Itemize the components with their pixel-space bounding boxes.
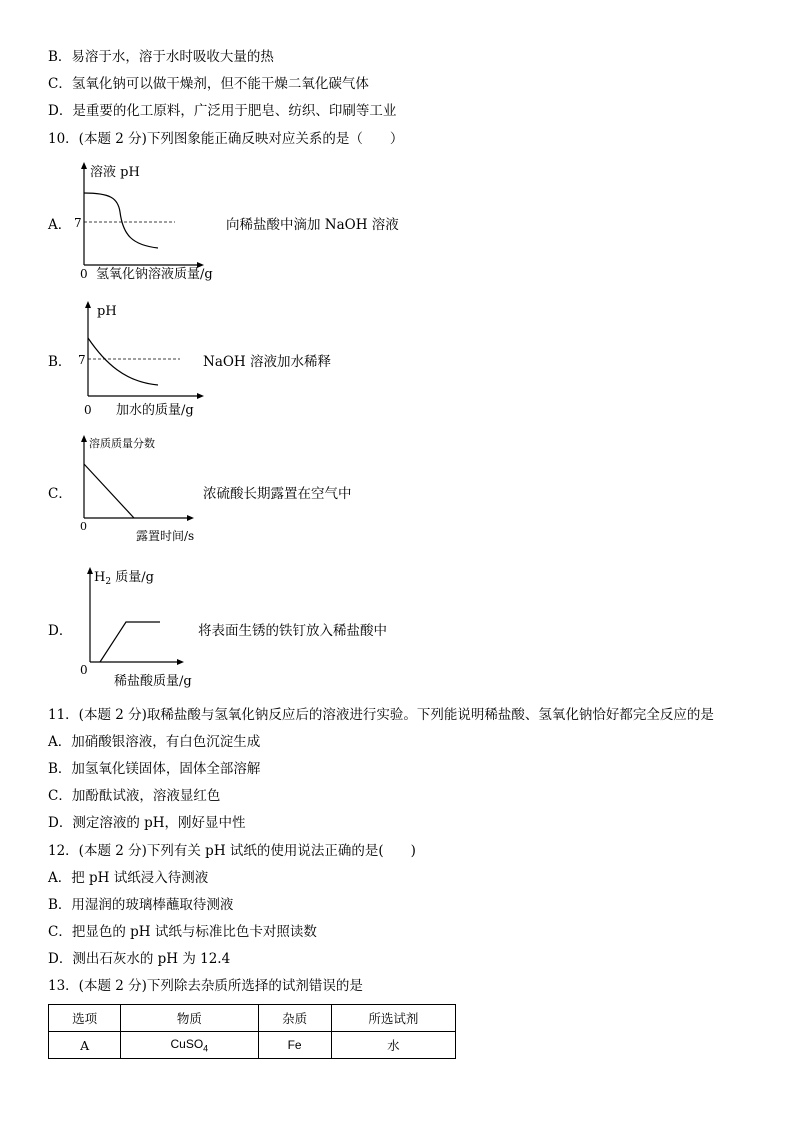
q11-option-a: A．加硝酸银溶液，有白色沉淀生成 — [48, 734, 261, 750]
question-12-stem: 12．(本题 2 分)下列有关 pH 试纸的使用说法正确的是( ) — [48, 843, 416, 859]
table-header-row — [49, 1005, 456, 1032]
graph-b-label: B． — [48, 354, 72, 370]
q11-option-d: D．测定溶液的 pH，刚好显中性 — [48, 815, 246, 831]
graph-a-caption: 向稀盐酸中滴加 NaOH 溶液 — [226, 217, 399, 233]
q12-option-a: A．把 pH 试纸浸入待测液 — [48, 870, 209, 886]
graph-b — [70, 298, 220, 420]
graph-a-curve — [84, 193, 158, 248]
graph-d-ylabel: $H_2$ 质量/g — [94, 570, 154, 587]
graph-d-line — [100, 622, 160, 662]
graph-c-origin: 0 — [80, 520, 87, 533]
header-substance: 物质 — [121, 1005, 258, 1032]
graph-c-line — [84, 464, 134, 518]
cell-substance: CuSO$_4$ — [121, 1032, 258, 1059]
cell-reagent: 水 — [331, 1032, 455, 1059]
graph-a-xlabel: 氢氧化钠溶液质量/g — [96, 267, 213, 282]
graph-d-xlabel: 稀盐酸质量/g — [114, 674, 192, 689]
graph-d-label: D． — [48, 623, 73, 639]
graph-d-origin: 0 — [80, 663, 88, 677]
question-11-stem: 11．(本题 2 分)取稀盐酸与氢氧化钠反应后的溶液进行实验。下列能说明稀盐酸、氢氧化钠恰好都完全反应的是 — [48, 707, 714, 723]
impurity-table — [48, 1004, 456, 1059]
graph-c-label: C． — [48, 486, 72, 502]
q12-option-b: B．用湿润的玻璃棒蘸取待测液 — [48, 897, 234, 913]
graph-c-ylabel: 溶质质量分数 — [89, 437, 155, 450]
graph-a-label: A． — [48, 217, 72, 233]
option-d-line: D．是重要的化工原料，广泛用于肥皂、纺织、印刷等工业 — [48, 103, 397, 119]
graph-b-curve — [88, 338, 158, 385]
q11-option-c: C．加酚酞试液，溶液显红色 — [48, 788, 221, 804]
graph-a-ylabel: 溶液 pH — [90, 165, 140, 180]
graph-b-ylabel: pH — [97, 304, 117, 319]
option-b-line: B．易溶于水，溶于水时吸收大量的热 — [48, 49, 274, 65]
q12-option-d: D．测出石灰水的 pH 为 12.4 — [48, 951, 231, 967]
question-10-stem: 10．(本题 2 分)下列图象能正确反映对应关系的是（ ） — [48, 131, 404, 147]
header-reagent: 所选试剂 — [331, 1005, 455, 1032]
q11-option-b: B．加氢氧化镁固体，固体全部溶解 — [48, 761, 261, 777]
graph-a-origin: 0 — [80, 267, 88, 281]
graph-c-caption: 浓硫酸长期露置在空气中 — [203, 486, 352, 502]
cell-option: A — [49, 1032, 121, 1059]
graph-d-caption: 将表面生锈的铁钉放入稀盐酸中 — [198, 623, 387, 639]
graph-b-tick-7: 7 — [78, 353, 86, 367]
graph-a — [70, 160, 240, 285]
graph-a-tick-7: 7 — [74, 216, 82, 230]
cell-impurity: Fe — [258, 1032, 331, 1059]
option-c-line: C．氢氧化钠可以做干燥剂，但不能干燥二氧化碳气体 — [48, 76, 369, 92]
q12-option-c: C．把显色的 pH 试纸与标准比色卡对照读数 — [48, 924, 317, 940]
graph-b-origin: 0 — [84, 403, 92, 417]
graph-c — [72, 432, 212, 547]
graph-b-caption: NaOH 溶液加水稀释 — [203, 354, 331, 370]
graph-b-xlabel: 加水的质量/g — [116, 403, 194, 418]
question-13-stem: 13．(本题 2 分)下列除去杂质所选择的试剂错误的是 — [48, 978, 363, 994]
header-option: 选项 — [49, 1005, 121, 1032]
table-row — [49, 1032, 456, 1059]
graph-c-xlabel: 露置时间/s — [136, 529, 195, 543]
header-impurity: 杂质 — [258, 1005, 331, 1032]
